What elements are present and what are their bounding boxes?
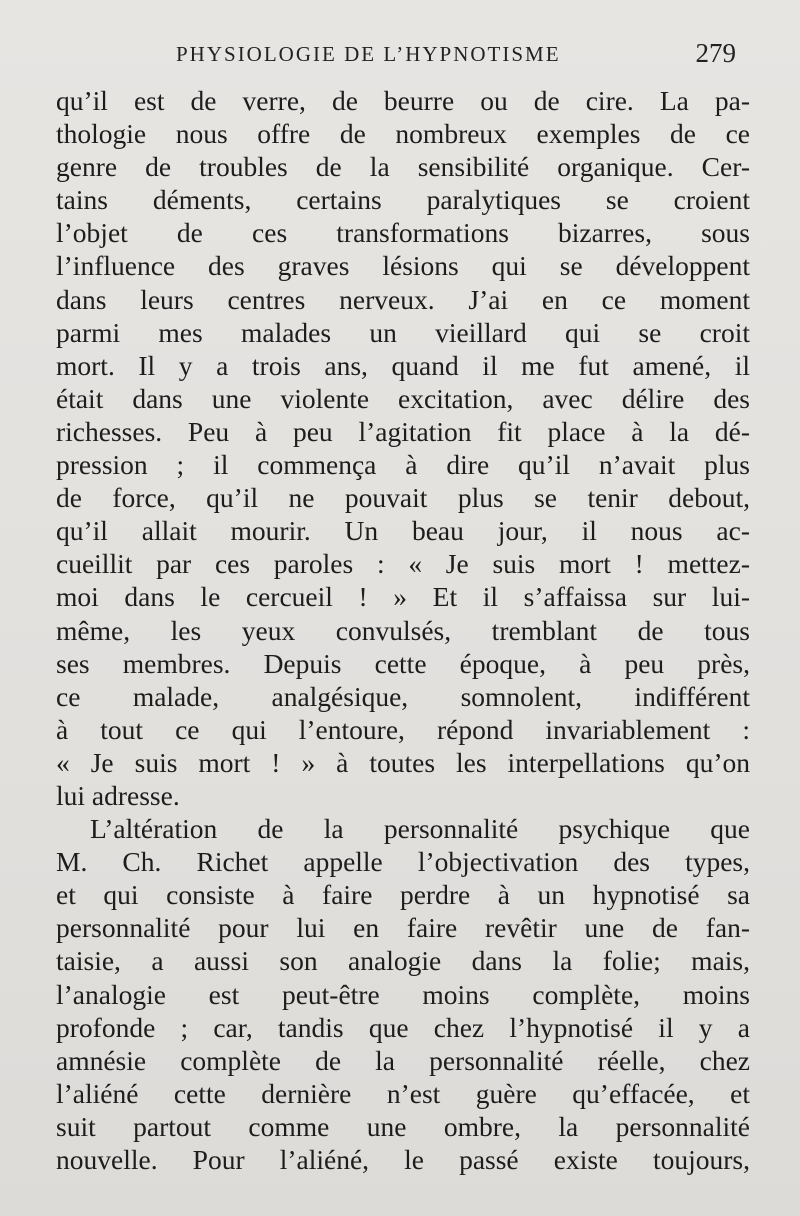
text-line: amnésie complète de la personnalité réelle, chez	[56, 1044, 750, 1076]
text-line: lui adresse.	[56, 779, 180, 811]
page-number: 279	[695, 38, 736, 68]
text-line: qu’il est de verre, de beurre ou de cire. La pa-	[56, 85, 750, 116]
text-line: cueillit par ces paroles : « Je suis mort ! mettez-	[56, 548, 750, 580]
paragraph-1	[56, 84, 750, 812]
text-line: ce malade, analgésique, somnolent, indifférent	[56, 680, 750, 712]
text-line: parmi mes malades un vieillard qui se croit	[56, 316, 750, 348]
text-line: personnalité pour lui en faire revêtir une de fan-	[56, 912, 750, 944]
text-line: profonde ; car, tandis que chez l’hypnotisé il y a	[56, 1011, 750, 1043]
text-line: et qui consiste à faire perdre à un hypnotisé sa	[56, 879, 750, 911]
text-line: mort. Il y a trois ans, quand il me fut amené, il	[56, 349, 750, 381]
text-line: moi dans le cercueil ! » Et il s’affaissa sur lui-	[56, 581, 750, 613]
body-text	[56, 84, 750, 1176]
text-line: nouvelle. Pour l’aliéné, le passé existe toujours,	[56, 1144, 750, 1175]
text-line: était dans une violente excitation, avec délire des	[56, 382, 750, 414]
text-line: L’altération de la personnalité psychique que	[90, 813, 750, 845]
text-line: l’influence des graves lésions qui se développent	[56, 250, 750, 282]
text-line: genre de troubles de la sensibilité organique. Cer-	[56, 151, 750, 183]
running-title: PHYSIOLOGIE DE L’HYPNOTISME	[176, 42, 561, 66]
text-line: l’aliéné cette dernière n’est guère qu’effacée, et	[56, 1077, 750, 1109]
text-line: thologie nous offre de nombreux exemples de ce	[56, 118, 750, 150]
text-line: l’analogie est peut-être moins complète, moins	[56, 978, 750, 1010]
paragraph-2	[56, 812, 750, 1176]
text-line: ses membres. Depuis cette époque, à peu près,	[56, 647, 750, 679]
text-line: richesses. Peu à peu l’agitation fit place à la dé-	[56, 415, 750, 447]
text-line: pression ; il commença à dire qu’il n’avait plus	[56, 449, 750, 481]
text-line: même, les yeux convulsés, tremblant de tous	[56, 614, 750, 646]
text-line: M. Ch. Richet appelle l’objectivation des types,	[56, 846, 750, 878]
text-line: dans leurs centres nerveux. J’ai en ce moment	[56, 283, 750, 315]
text-line: tains déments, certains paralytiques se croient	[56, 184, 750, 216]
text-line: taisie, a aussi son analogie dans la folie; mais,	[56, 945, 750, 977]
text-line: qu’il allait mourir. Un beau jour, il nous ac-	[56, 515, 750, 547]
text-line: « Je suis mort ! » à toutes les interpellations qu’on	[56, 746, 750, 778]
text-line: l’objet de ces transformations bizarres, sous	[56, 217, 750, 249]
page-header	[176, 38, 736, 70]
text-line: à tout ce qui l’entoure, répond invariablement :	[56, 713, 750, 745]
text-line: de force, qu’il ne pouvait plus se tenir debout,	[56, 482, 750, 514]
text-line: suit partout comme une ombre, la personnalité	[56, 1110, 750, 1142]
